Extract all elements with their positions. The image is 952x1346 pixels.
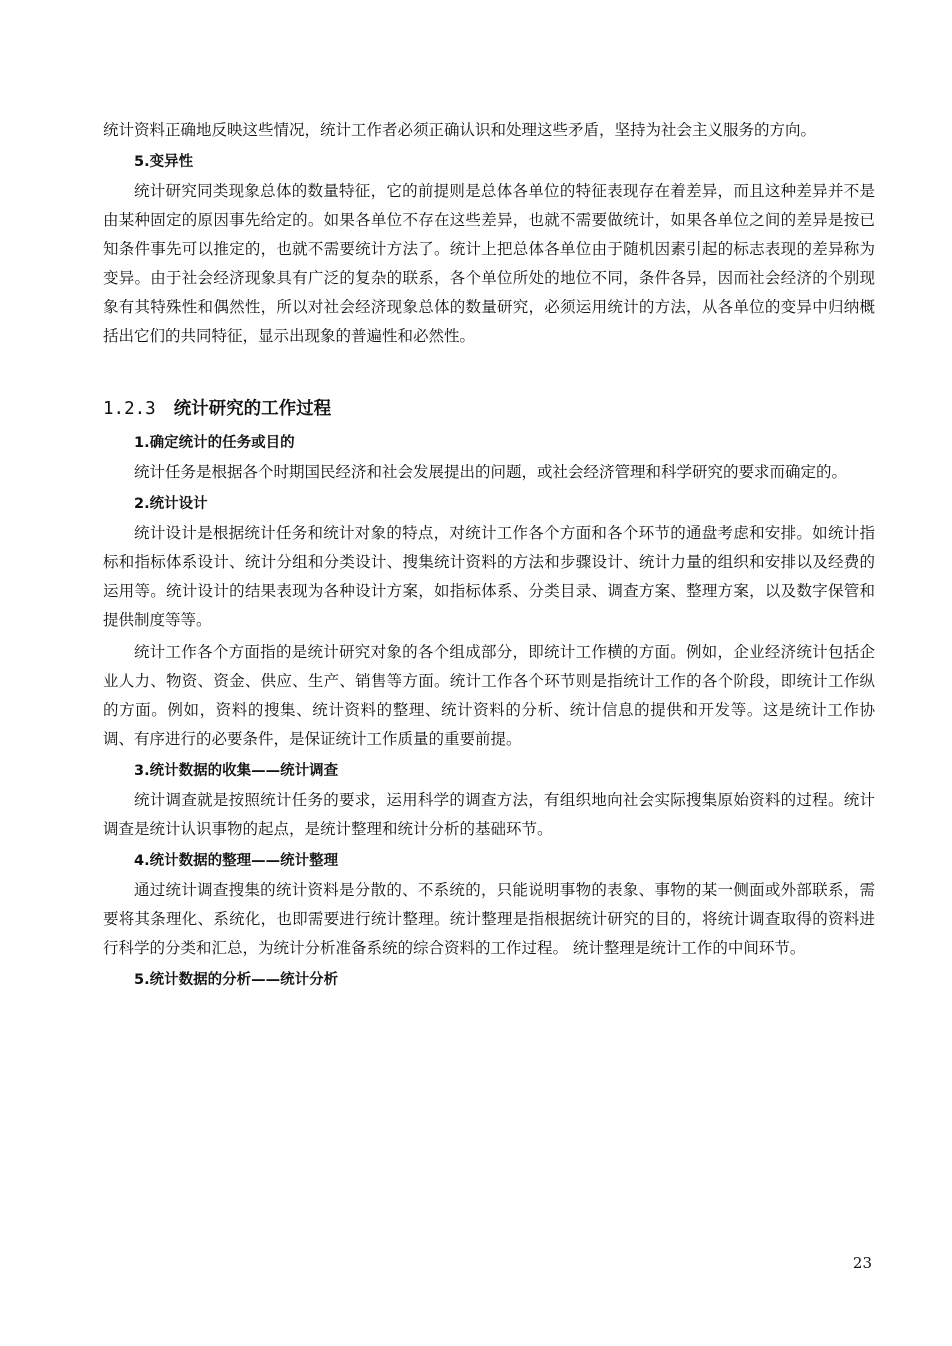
item-4-paragraph: 通过统计调查搜集的统计资料是分散的、不系统的，只能说明事物的表象、事物的某一侧面或外部联系，需要将其条理化、系统化，也即需要进行统计整理。统计整理是指根据统计研究的目的，将统计调查取得的资料进行科学的分类和汇总，为统计分析准备系统的综合资料的工作过程。 统计整理是统计工作的中间环节。 [103, 881, 875, 957]
item-5-heading: 5.统计数据的分析——统计分析 [134, 972, 339, 988]
item-3-heading: 3.统计数据的收集——统计调查 [134, 763, 339, 779]
page-number: 23 [852, 1254, 872, 1272]
section-title: 统计研究的工作过程 [173, 399, 332, 419]
item-2-paragraph-2: 统计工作各个方面指的是统计研究对象的各个组成部分，即统计工作横的方面。例如，企业经济统计包括企业人力、物资、资金、供应、生产、销售等方面。统计工作各个环节则是指统计工作的各个阶段，即统计工作纵的方面。例如，资料的搜集、统计资料的整理、统计资料的分析、统计信息的提供和开发等。这是统计工作协调、有序进行的必要条件，是保证统计工作质量的重要前提。 [103, 643, 875, 748]
page-body [103, 116, 875, 995]
item-2-paragraph-1: 统计设计是根据统计任务和统计对象的特点，对统计工作各个方面和各个环节的通盘考虑和安排。如统计指标和指标体系设计、统计分组和分类设计、搜集统计资料的方法和步骤设计、统计力量的组织和安排以及经费的运用等。统计设计的结果表现为各种设计方案，如指标体系、分类目录、调查方案、整理方案，以及数字保管和提供制度等等。 [103, 524, 875, 629]
subheading-variability: 5.变异性 [134, 154, 194, 170]
item-1-paragraph: 统计任务是根据各个时期国民经济和社会发展提出的问题，或社会经济管理和科学研究的要求而确定的。 [134, 463, 848, 481]
variability-paragraph: 统计研究同类现象总体的数量特征，它的前提则是总体各单位的特征表现存在着差异，而且这种差异并不是由某种固定的原因事先给定的。如果各单位不存在这些差异，也就不需要做统计，如果各单位之间的差异是按已知条件事先可以推定的，也就不需要统计方法了。统计上把总体各单位由于随机因素引起的标志表现的差异称为变异。由于社会经济现象具有广泛的复杂的联系，各个单位所处的地位不同，条件各异，因而社会经济的个别现象有其特殊性和偶然性，所以对社会经济现象总体的数量研究，必须运用统计的方法，从各单位的变异中归纳概括出它们的共同特征，显示出现象的普遍性和必然性。 [103, 182, 875, 345]
item-1-heading: 1.确定统计的任务或目的 [134, 435, 295, 451]
section-heading [103, 393, 875, 425]
item-3-paragraph: 统计调查就是按照统计任务的要求，运用科学的调查方法，有组织地向社会实际搜集原始资料的过程。统计调查是统计认识事物的起点，是统计整理和统计分析的基础环节。 [103, 791, 875, 838]
section-number: 1.2.3 [103, 399, 156, 419]
item-2-heading: 2.统计设计 [134, 496, 208, 512]
item-4-heading: 4.统计数据的整理——统计整理 [134, 853, 339, 869]
lead-paragraph: 统计资料正确地反映这些情况，统计工作者必须正确认识和处理这些矛盾，坚持为社会主义服务的方向。 [103, 121, 817, 139]
